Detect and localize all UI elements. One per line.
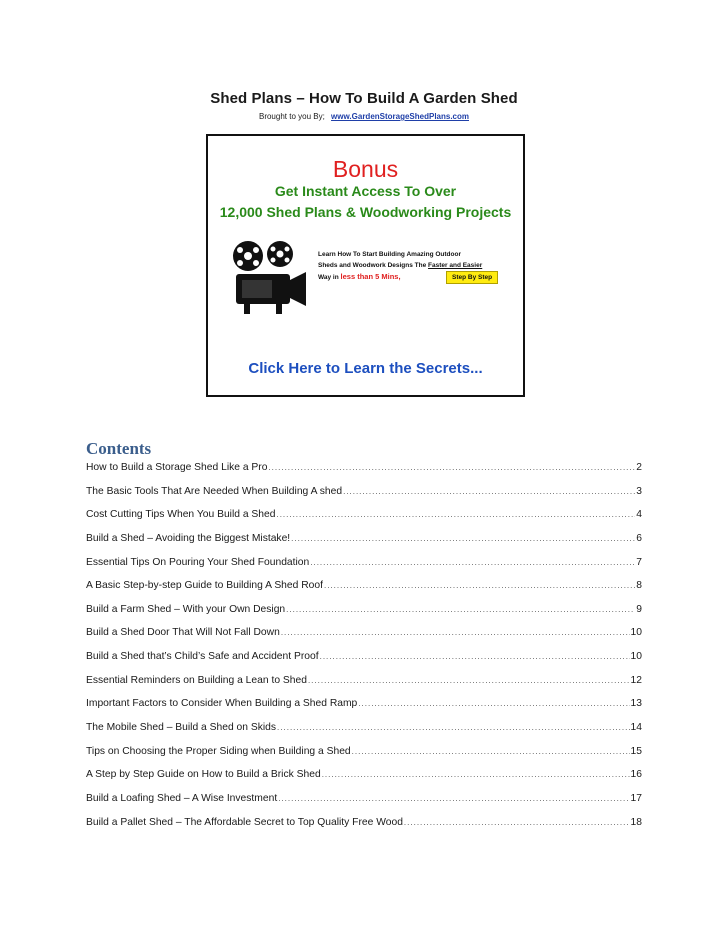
toc-entry-page: 4 bbox=[636, 509, 642, 521]
toc-entry-title: Build a Shed that’s Child’s Safe and Accident Proof bbox=[86, 651, 319, 663]
toc-entry-title: How to Build a Storage Shed Like a Pro bbox=[86, 462, 268, 473]
toc-leader-dots bbox=[278, 794, 629, 803]
toc-entry-title: Build a Shed – Avoiding the Biggest Mistake! bbox=[86, 532, 291, 544]
toc-entry-page: 3 bbox=[636, 485, 642, 497]
toc-leader-dots bbox=[281, 628, 630, 637]
site-link[interactable]: www.GardenStorageShedPlans.com bbox=[331, 112, 470, 121]
learn-secrets-link[interactable]: Click Here to Learn the Secrets... bbox=[248, 360, 483, 377]
toc-entry-page: 6 bbox=[636, 532, 642, 544]
toc-entry[interactable] bbox=[86, 698, 642, 722]
banner-bonus: Bonus bbox=[332, 156, 399, 182]
film-projector-icon bbox=[228, 236, 310, 318]
toc-entry-title: Build a Pallet Shed – The Affordable Secret to Top Quality Free Wood bbox=[86, 816, 403, 828]
toc-leader-dots bbox=[310, 558, 635, 567]
toc-entry-page: 10 bbox=[630, 627, 642, 639]
toc-entry[interactable] bbox=[86, 817, 642, 841]
toc-entry-title: Build a Farm Shed – With your Own Design bbox=[86, 603, 286, 615]
toc-entry-page: 17 bbox=[630, 792, 642, 804]
toc-entry[interactable] bbox=[86, 651, 642, 675]
banner-headline-2: 12,000 Shed Plans & Woodworking Projects bbox=[219, 204, 512, 220]
toc-leader-dots bbox=[320, 652, 630, 661]
toc-entry[interactable] bbox=[86, 486, 642, 510]
banner-headline-1: Get Instant Access To Over bbox=[274, 183, 457, 199]
toc-entry[interactable] bbox=[86, 557, 642, 581]
toc-entry-title: Tips on Choosing the Proper Siding when Building a Shed bbox=[86, 745, 351, 757]
toc-entry[interactable] bbox=[86, 793, 642, 817]
toc-entry-title: Important Factors to Consider When Building a Shed Ramp bbox=[86, 698, 358, 710]
toc-entry-page: 15 bbox=[630, 745, 642, 757]
contents-heading: Contents bbox=[86, 439, 152, 458]
toc-entry-title: A Basic Step-by-step Guide to Building A Shed Roof bbox=[86, 580, 323, 592]
toc-entry-title: Build a Loafing Shed – A Wise Investment bbox=[86, 792, 278, 804]
toc-entry-title: Build a Shed Door That Will Not Fall Down bbox=[86, 627, 280, 639]
promo-line-1: Learn How To Start Building Amazing Outdoor bbox=[318, 251, 461, 258]
toc-entry-title: Essential Reminders on Building a Lean to Shed bbox=[86, 674, 307, 686]
toc-leader-dots bbox=[324, 581, 635, 590]
toc-leader-dots bbox=[352, 747, 630, 756]
document-title: Shed Plans – How To Build A Garden Shed bbox=[210, 90, 518, 107]
toc-entry-page: 13 bbox=[630, 698, 642, 710]
toc-entry-title: A Step by Step Guide on How to Build a Brick Shed bbox=[86, 769, 321, 781]
bonus-banner[interactable] bbox=[206, 134, 525, 397]
toc-leader-dots bbox=[404, 818, 630, 827]
document-subtitle bbox=[0, 112, 728, 121]
toc-entry-page: 10 bbox=[630, 651, 642, 663]
subtitle-prefix: Brought to you By; bbox=[258, 112, 325, 121]
toc-leader-dots bbox=[268, 463, 635, 472]
step-by-step-badge: Step By Step bbox=[446, 271, 498, 284]
toc-entry[interactable] bbox=[86, 604, 642, 628]
toc-entry-title: Essential Tips On Pouring Your Shed Foundation bbox=[86, 556, 310, 568]
toc-entry-title: The Mobile Shed – Build a Shed on Skids bbox=[86, 722, 277, 734]
toc-entry-page: 18 bbox=[630, 816, 642, 828]
toc-entry-title: Cost Cutting Tips When You Build a Shed bbox=[86, 509, 276, 521]
promo-line-2: Sheds and Woodwork Designs The Faster and Easier bbox=[318, 262, 483, 269]
toc-leader-dots bbox=[343, 487, 635, 496]
toc-entry-page: 12 bbox=[630, 674, 642, 686]
toc-entry[interactable] bbox=[86, 462, 642, 486]
toc-leader-dots bbox=[286, 605, 635, 614]
toc-leader-dots bbox=[322, 770, 630, 779]
toc-entry[interactable] bbox=[86, 746, 642, 770]
toc-entry[interactable] bbox=[86, 580, 642, 604]
toc-entry-page: 7 bbox=[636, 556, 642, 568]
toc-entry-page: 9 bbox=[636, 603, 642, 615]
toc-entry[interactable] bbox=[86, 722, 642, 746]
toc-leader-dots bbox=[308, 676, 630, 685]
toc-entry-page: 16 bbox=[630, 769, 642, 781]
toc-entry[interactable] bbox=[86, 769, 642, 793]
promo-line-3: Way in less than 5 Mins, bbox=[318, 272, 401, 281]
toc-entry[interactable] bbox=[86, 627, 642, 651]
toc-entry[interactable] bbox=[86, 675, 642, 699]
table-of-contents bbox=[86, 462, 642, 840]
toc-leader-dots bbox=[276, 510, 635, 519]
toc-entry[interactable] bbox=[86, 509, 642, 533]
toc-leader-dots bbox=[291, 534, 635, 543]
toc-entry-title: The Basic Tools That Are Needed When Building A shed bbox=[86, 485, 343, 497]
toc-entry-page: 8 bbox=[636, 580, 642, 592]
toc-leader-dots bbox=[277, 723, 629, 732]
toc-entry-page: 14 bbox=[630, 722, 642, 734]
banner-promo-text bbox=[318, 249, 523, 283]
toc-entry[interactable] bbox=[86, 533, 642, 557]
toc-entry-page: 2 bbox=[636, 462, 642, 473]
toc-leader-dots bbox=[358, 699, 629, 708]
